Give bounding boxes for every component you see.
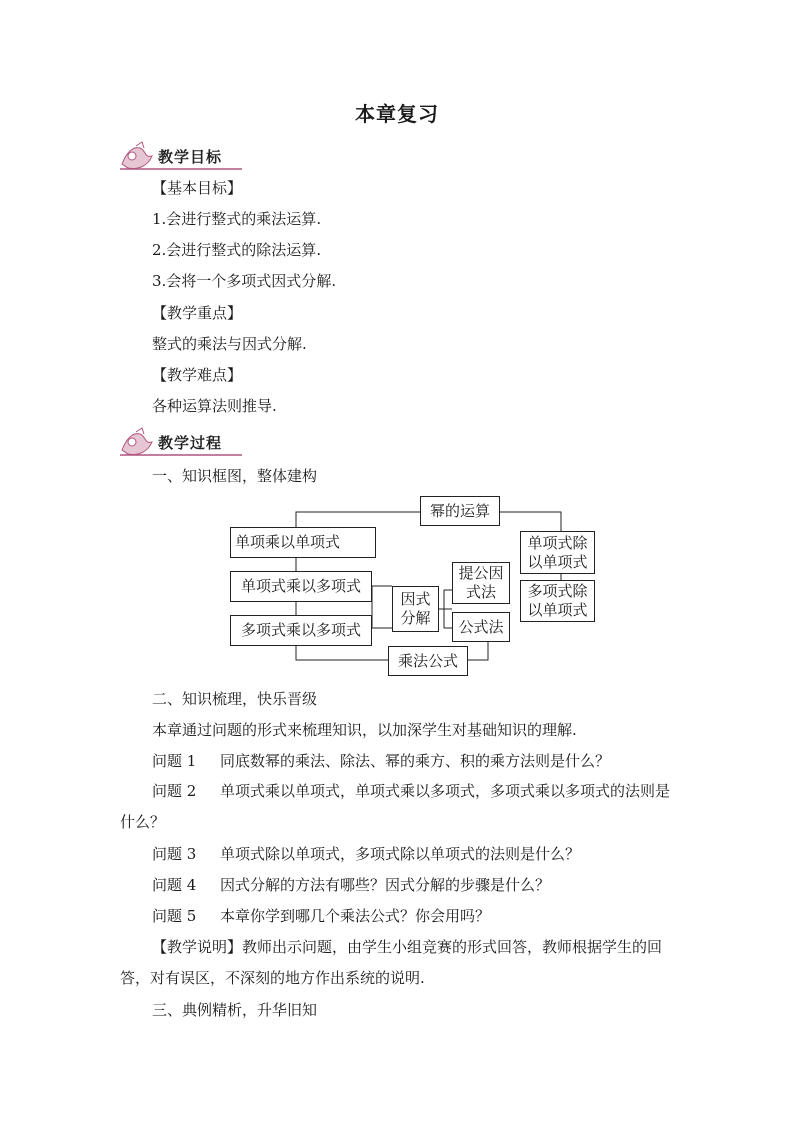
key-point-text: 整式的乘法与因式分解. — [152, 335, 307, 353]
diagram-node-mono-poly: 单项式乘以多项式 — [230, 571, 372, 602]
question-number: 问题 1 — [152, 752, 197, 770]
question-text: 单项式除以单项式，多项式除以单项式的法则是什么？ — [220, 845, 581, 863]
question-text: 本章你学到哪几个乘法公式？你会用吗？ — [220, 907, 491, 925]
page-title: 本章复习 — [355, 102, 439, 126]
diagram-node-formula: 公式法 — [452, 612, 510, 642]
section-header-label: 教学过程 — [158, 434, 223, 452]
teaching-note-text: 【教学说明】教师出示问题，由学生小组竞赛的形式回答，教师根据学生的回答，对有误区，不深刻的地方作出系统的说明. — [120, 938, 663, 987]
intro-text: 本章通过问题的形式来梳理知识，以加深学生对基础知识的理解. — [152, 721, 577, 739]
question-row — [120, 776, 680, 838]
question-row — [152, 844, 580, 864]
difficulty-heading: 【教学难点】 — [152, 366, 243, 384]
part-1-heading: 一、知识框图，整体建构 — [152, 467, 318, 485]
diagram-node-common-factor: 提公因式法 — [452, 562, 510, 604]
key-point-heading: 【教学重点】 — [152, 304, 243, 322]
question-text: 同底数幂的乘法、除法、幂的乘方、积的乘方法则是什么？ — [220, 752, 611, 770]
section-header-process — [118, 426, 248, 460]
question-number: 问题 5 — [152, 907, 197, 925]
section-header-label: 教学目标 — [158, 148, 223, 166]
goal-item: 1.会进行整式的乘法运算. — [152, 210, 322, 228]
diagram-node-mono-div-mono: 单项式除以单项式 — [520, 531, 595, 574]
question-row — [152, 875, 550, 895]
diagram-node-power: 幂的运算 — [420, 496, 500, 526]
question-text: 因式分解的方法有哪些？因式分解的步骤是什么？ — [220, 876, 551, 894]
part-2-heading: 二、知识梳理，快乐晋级 — [152, 690, 318, 708]
question-text: 单项式乘以单项式，单项式乘以多项式，多项式乘以多项式的法则是什么？ — [120, 782, 671, 831]
knowledge-framework-diagram — [230, 494, 596, 678]
question-number: 问题 2 — [152, 782, 197, 800]
diagram-node-multiplication-formula: 乘法公式 — [388, 646, 468, 676]
teaching-note — [120, 932, 680, 994]
question-row — [152, 906, 490, 926]
diagram-node-poly-div-mono: 多项式除以单项式 — [520, 580, 595, 622]
basic-goal-heading: 【基本目标】 — [152, 179, 243, 197]
diagram-node-mono-mono: 单项乘以单项式 — [230, 527, 376, 558]
diagram-node-poly-poly: 多项式乘以多项式 — [230, 615, 372, 646]
part-3-heading: 三、典例精析，升华旧知 — [152, 1001, 318, 1019]
question-row — [152, 751, 610, 771]
question-number: 问题 4 — [152, 876, 197, 894]
goal-item: 3.会将一个多项式因式分解. — [152, 272, 337, 290]
question-number: 问题 3 — [152, 845, 197, 863]
goal-item: 2.会进行整式的除法运算. — [152, 241, 322, 259]
diagram-node-factor: 因式分解 — [392, 586, 439, 632]
difficulty-text: 各种运算法则推导. — [152, 397, 277, 415]
section-header-goals — [118, 140, 248, 174]
